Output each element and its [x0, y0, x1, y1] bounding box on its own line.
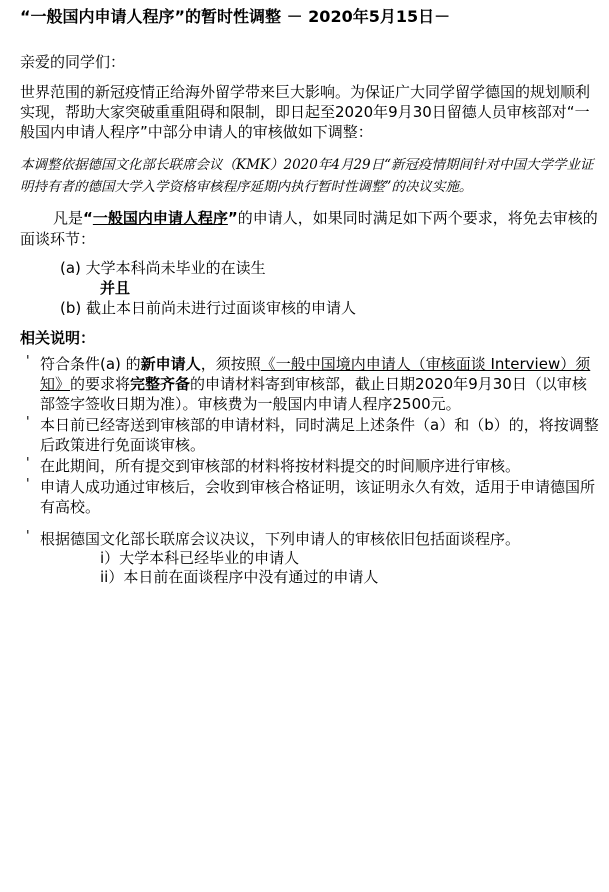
general-domestic-procedure-link[interactable]: 一般国内申请人程序	[92, 209, 228, 227]
interview-guide-link[interactable]: 《一般中国境内申请人（审核面谈 Interview）须知》	[40, 355, 591, 393]
conditions-list	[60, 258, 601, 318]
note-bold-new-applicants: 新申请人	[140, 355, 201, 373]
quote-close: ”	[227, 209, 238, 227]
exemption-prefix: 凡是	[53, 209, 84, 227]
basis-note: 本调整依据德国文化部长联席会议（KMK）2020年4月29日“新冠疫情期间针对中国大学学业证明持有者的德国大学入学资格审核程序延期内执行暂时性调整”的决议实施。	[20, 157, 594, 195]
note-new-applicants	[20, 354, 601, 414]
condition-b: (b) 截止本日前尚未进行过面谈审核的申请人	[60, 299, 356, 317]
document-title: “一般国内申请人程序”的暂时性调整 － 2020年5月15日－	[20, 7, 451, 26]
subitem-failed-before: ii）本日前在面谈程序中没有通过的申请人	[100, 568, 379, 586]
note-text: 符合条件(a) 的	[40, 355, 141, 373]
note-already-sent: ' 本日前已经寄送到审核部的申请材料，同时满足上述条件（a）和（b）的，将按调整后政策进行免面谈审核。	[20, 415, 601, 455]
greeting: 亲爱的同学们：	[20, 53, 126, 71]
note-text: ，须按照	[200, 355, 261, 373]
exemption-paragraph	[20, 208, 601, 250]
interview-subitems	[100, 549, 601, 587]
note-text: 的要求将	[70, 375, 131, 393]
condition-a: (a) 大学本科尚未毕业的在读生	[60, 259, 266, 277]
note-bold-complete: 完整齐备	[130, 375, 191, 393]
note-certificate: ' 申请人成功通过审核后，会收到审核合格证明，该证明永久有效，适用于申请德国所有高校。	[20, 477, 601, 517]
condition-and: 并且	[100, 279, 131, 297]
notes-list	[20, 354, 601, 587]
exemption-suffix: 的申请人，如果同时满足如下两个要求，将免去审核的面谈环节：	[20, 209, 598, 248]
subitem-graduated: i）大学本科已经毕业的申请人	[100, 549, 300, 567]
note-text: 的申请材料寄到审核部，截止日期2020年9月30日（以审核部签字签收日期为准）。审核费为一般国内申请人程序2500元。	[40, 375, 587, 413]
quote-open: “	[83, 209, 93, 227]
intro-paragraph: 世界范围的新冠疫情正给海外留学带来巨大影响。为保证广大同学留学德国的规划顺利实现，帮助大家突破重重阻碍和限制，即日起至2020年9月30日留德人员审核部对“一般国内申请人程序”中部分申请人的审核做如下调整：	[20, 83, 591, 141]
note-processing-order: ' 在此期间，所有提交到审核部的材料将按材料提交的时间顺序进行审核。	[20, 456, 601, 476]
note-interview-still-required	[20, 529, 601, 587]
notes-heading: 相关说明：	[20, 329, 96, 347]
note-interview-text: ' 根据德国文化部长联席会议决议，下列申请人的审核依旧包括面谈程序。	[40, 530, 521, 548]
